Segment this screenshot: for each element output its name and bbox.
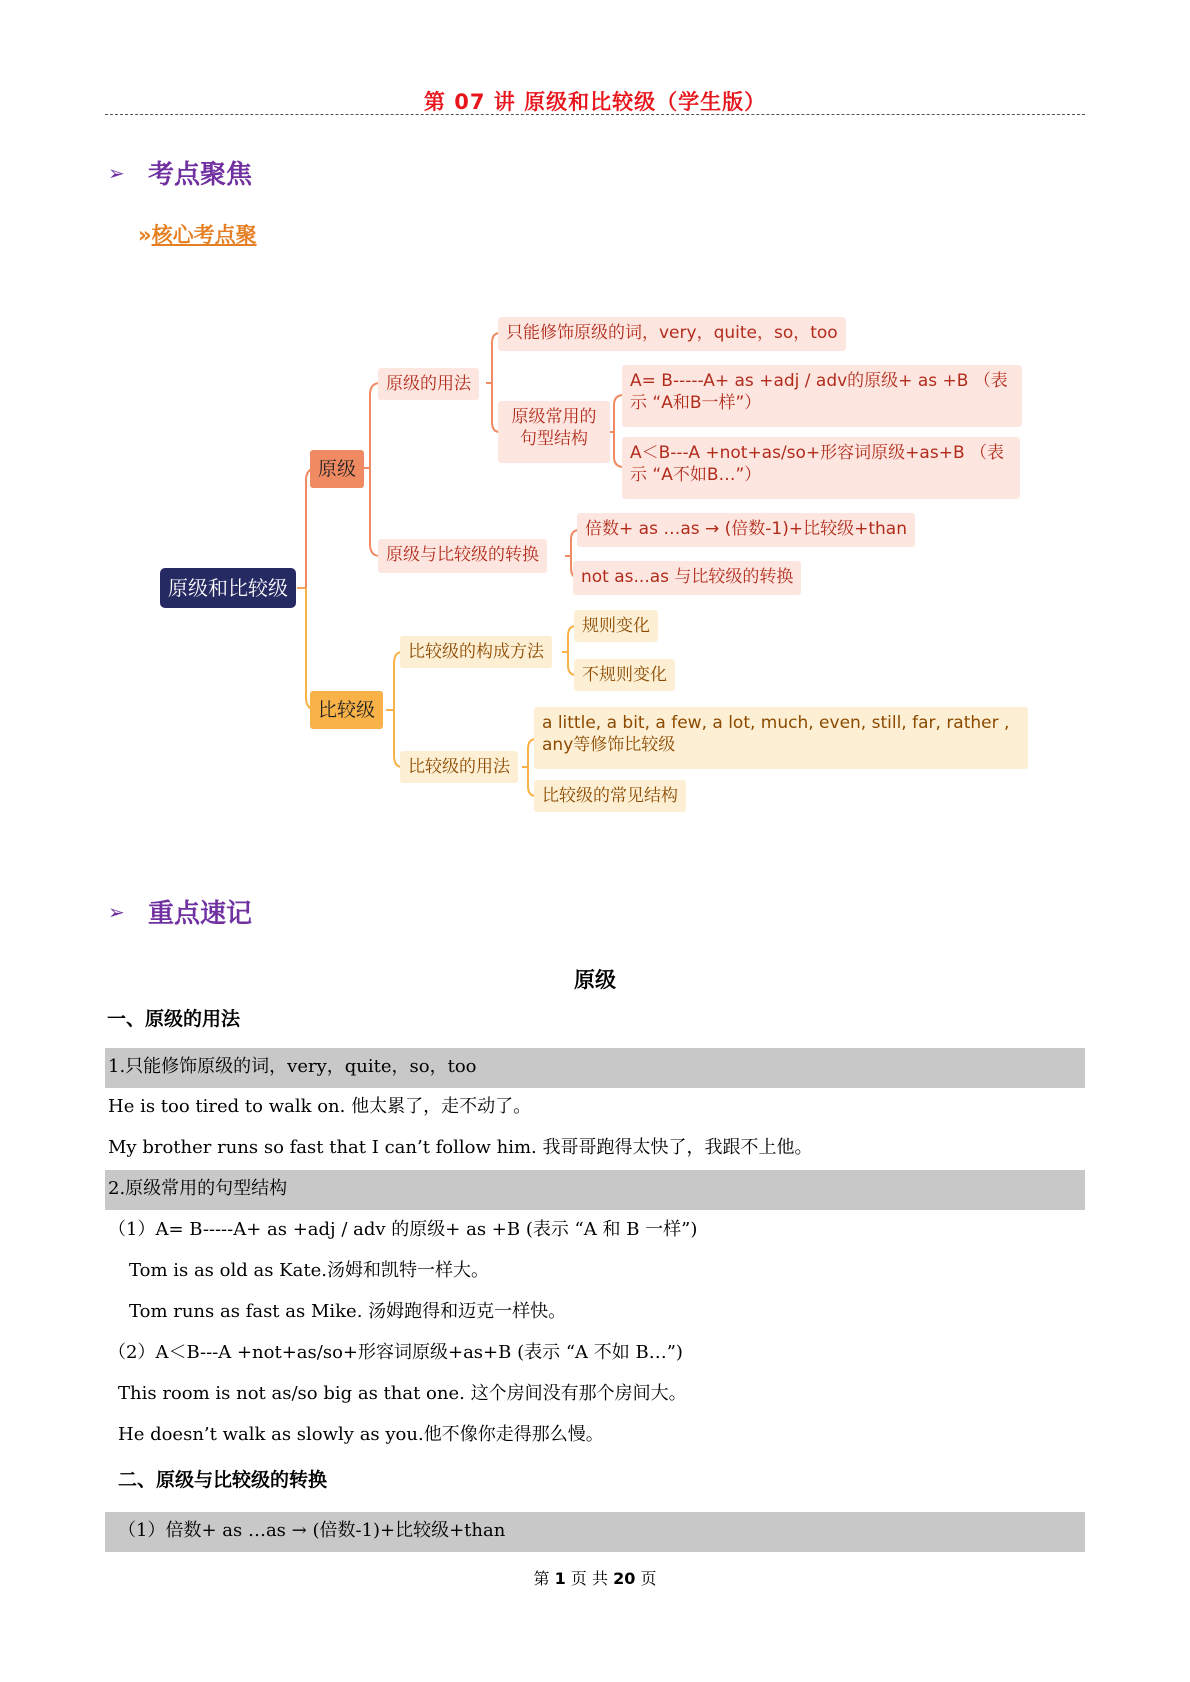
page-total: 20 (613, 1569, 636, 1588)
mindmap-node-comp-regular: 规则变化 (574, 610, 658, 642)
pattern-line: （2）A＜B---A +not+as/so+形容词原级+as+B (表示 “A 不如 B…”) (108, 1342, 683, 1363)
section-heading-key-points (108, 893, 252, 930)
core-points-label: 核心考点聚 (151, 223, 257, 247)
arrow-bullet-icon: ➢ (108, 900, 125, 924)
footer-text: 第 (533, 1569, 550, 1588)
section-title: 考点聚焦 (148, 160, 253, 190)
mindmap-node-comp-irregular: 不规则变化 (574, 659, 675, 691)
mindmap-node-conversion: 原级与比较级的转换 (378, 539, 547, 573)
pattern-line: （1）A= B-----A+ as +adj / adv 的原级+ as +B (表示 “A 和 B 一样”) (108, 1219, 698, 1240)
mindmap-node-pattern-not: A＜B---A +not+as/so+形容词原级+as+B （表示 “A不如B…”） (622, 437, 1020, 499)
footer-text: 页 (640, 1569, 657, 1588)
example-line: He is too tired to walk on. 他太累了，走不动了。 (108, 1096, 532, 1117)
mindmap-root: 原级和比较级 (160, 568, 296, 608)
rule-line: 1.只能修饰原级的词，very，quite，so，too (108, 1056, 477, 1077)
rule-line: （1）倍数+ as …as → (倍数-1)+比较级+than (118, 1520, 506, 1541)
mindmap-node-positive-modifiers: 只能修饰原级的词，very，quite，so，too (498, 317, 846, 351)
double-chevron-icon: » (138, 223, 152, 247)
mindmap-node-comparative: 比较级 (310, 691, 383, 729)
document-title: 第 07 讲 原级和比较级（学生版） (423, 90, 767, 114)
example-line: He doesn’t walk as slowly as you.他不像你走得那么慢。 (118, 1424, 604, 1445)
rule-line: 2.原级常用的句型结构 (108, 1178, 288, 1199)
mindmap-node-positive-usage: 原级的用法 (378, 368, 479, 400)
footer-text: 页 共 (570, 1569, 608, 1588)
mindmap-node-comp-modifiers: a little, a bit, a few, a lot, much, even, still, far, rather , any等修饰比较级 (534, 707, 1028, 769)
mindmap-node-conv-times: 倍数+ as …as → (倍数-1)+比较级+than (577, 513, 915, 547)
mindmap-node-positive: 原级 (310, 450, 364, 488)
example-line: Tom is as old as Kate.汤姆和凯特一样大。 (129, 1260, 489, 1281)
content-heading: 原级 (574, 968, 616, 992)
page-number: 1 (554, 1569, 566, 1588)
arrow-bullet-icon: ➢ (108, 161, 125, 185)
mindmap-node-comp-structures: 比较级的常见结构 (534, 780, 686, 812)
mindmap-node-conv-not-as: not as...as 与比较级的转换 (573, 561, 801, 595)
mindmap-node-positive-patterns: 原级常用的句型结构 (498, 401, 610, 463)
section-title: 重点速记 (148, 899, 253, 929)
heading-positive-usage: 一、原级的用法 (107, 1008, 241, 1030)
mindmap-node-pattern-equal: A= B-----A+ as +adj / adv的原级+ as +B （表示 “A和B一样”） (622, 365, 1022, 427)
example-line: This room is not as/so big as that one. 这个房间没有那个房间大。 (118, 1383, 687, 1404)
heading-conversion: 二、原级与比较级的转换 (118, 1469, 328, 1491)
page-footer (0, 1566, 1190, 1589)
mindmap-node-comp-usage: 比较级的用法 (400, 751, 518, 783)
mindmap-node-comp-formation: 比较级的构成方法 (400, 636, 552, 668)
example-line: Tom runs as fast as Mike. 汤姆跑得和迈克一样快。 (129, 1301, 567, 1322)
example-line: My brother runs so fast that I can’t follow him. 我哥哥跑得太快了，我跟不上他。 (108, 1137, 813, 1158)
